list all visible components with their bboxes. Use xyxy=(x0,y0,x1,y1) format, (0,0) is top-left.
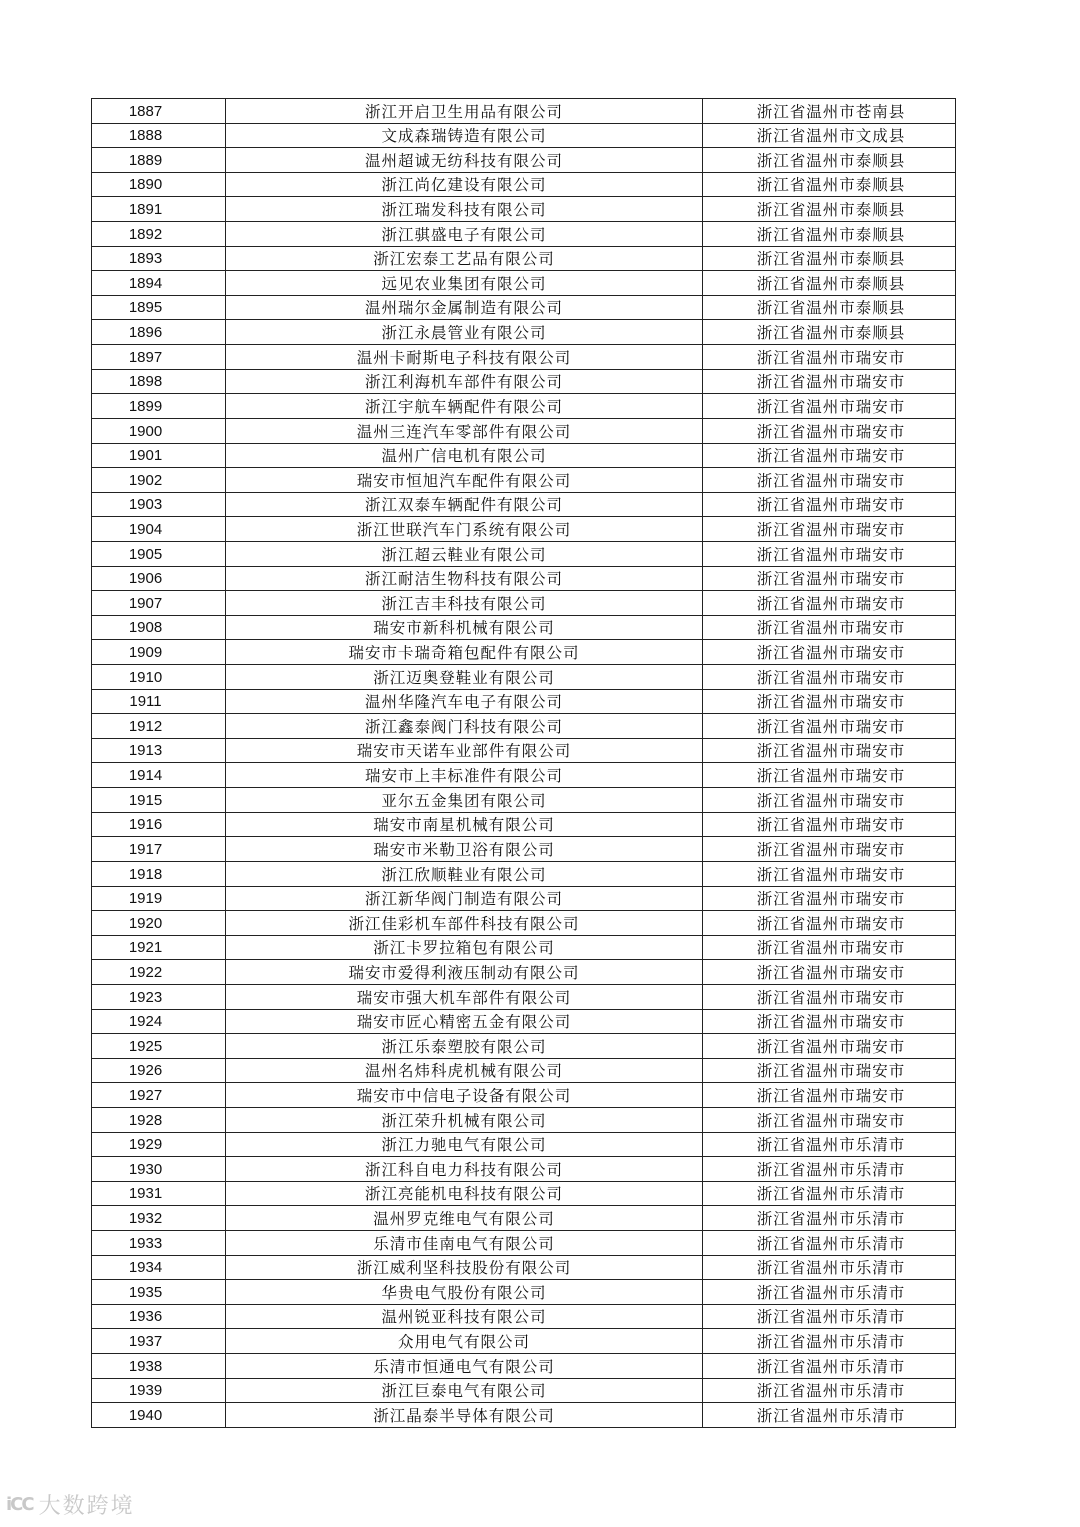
row-number-cell: 1906 xyxy=(92,566,226,591)
location-cell: 浙江省温州市瑞安市 xyxy=(703,738,956,763)
location-cell: 浙江省温州市瑞安市 xyxy=(703,418,956,443)
table-row xyxy=(92,714,956,739)
table-row xyxy=(92,886,956,911)
company-name-cell: 浙江骐盛电子有限公司 xyxy=(226,222,703,247)
table-row xyxy=(92,1378,956,1403)
row-number-cell: 1888 xyxy=(92,123,226,148)
table-row xyxy=(92,1083,956,1108)
row-number-cell: 1916 xyxy=(92,812,226,837)
location-cell: 浙江省温州市瑞安市 xyxy=(703,812,956,837)
table-body xyxy=(92,99,956,1428)
table-row xyxy=(92,935,956,960)
table-row xyxy=(92,492,956,517)
table-row xyxy=(92,1009,956,1034)
table-row xyxy=(92,345,956,370)
company-name-cell: 温州锐亚科技有限公司 xyxy=(226,1304,703,1329)
location-cell: 浙江省温州市泰顺县 xyxy=(703,197,956,222)
row-number-cell: 1891 xyxy=(92,197,226,222)
location-cell: 浙江省温州市瑞安市 xyxy=(703,492,956,517)
company-name-cell: 瑞安市上丰标准件有限公司 xyxy=(226,763,703,788)
row-number-cell: 1930 xyxy=(92,1157,226,1182)
row-number-cell: 1923 xyxy=(92,984,226,1009)
row-number-cell: 1936 xyxy=(92,1304,226,1329)
company-name-cell: 浙江鑫泰阀门科技有限公司 xyxy=(226,714,703,739)
company-name-cell: 瑞安市南星机械有限公司 xyxy=(226,812,703,837)
table-row xyxy=(92,418,956,443)
company-name-cell: 浙江瑞发科技有限公司 xyxy=(226,197,703,222)
location-cell: 浙江省温州市瑞安市 xyxy=(703,861,956,886)
company-name-cell: 浙江晶泰半导体有限公司 xyxy=(226,1403,703,1428)
table-row xyxy=(92,1181,956,1206)
location-cell: 浙江省温州市乐清市 xyxy=(703,1157,956,1182)
location-cell: 浙江省温州市瑞安市 xyxy=(703,1009,956,1034)
row-number-cell: 1914 xyxy=(92,763,226,788)
company-name-cell: 文成森瑞铸造有限公司 xyxy=(226,123,703,148)
location-cell: 浙江省温州市瑞安市 xyxy=(703,640,956,665)
location-cell: 浙江省温州市乐清市 xyxy=(703,1231,956,1256)
table-row xyxy=(92,738,956,763)
location-cell: 浙江省温州市瑞安市 xyxy=(703,1107,956,1132)
row-number-cell: 1921 xyxy=(92,935,226,960)
table-row xyxy=(92,1403,956,1428)
company-name-cell: 浙江尚亿建设有限公司 xyxy=(226,172,703,197)
location-cell: 浙江省温州市乐清市 xyxy=(703,1280,956,1305)
row-number-cell: 1932 xyxy=(92,1206,226,1231)
row-number-cell: 1927 xyxy=(92,1083,226,1108)
company-name-cell: 浙江耐洁生物科技有限公司 xyxy=(226,566,703,591)
table-row xyxy=(92,1058,956,1083)
company-name-cell: 温州罗克维电气有限公司 xyxy=(226,1206,703,1231)
table-row xyxy=(92,615,956,640)
company-name-cell: 温州华隆汽车电子有限公司 xyxy=(226,689,703,714)
location-cell: 浙江省温州市瑞安市 xyxy=(703,689,956,714)
company-name-cell: 远见农业集团有限公司 xyxy=(226,271,703,296)
table-row xyxy=(92,1034,956,1059)
table-row xyxy=(92,271,956,296)
row-number-cell: 1933 xyxy=(92,1231,226,1256)
company-name-cell: 瑞安市匠心精密五金有限公司 xyxy=(226,1009,703,1034)
row-number-cell: 1919 xyxy=(92,886,226,911)
location-cell: 浙江省温州市瑞安市 xyxy=(703,517,956,542)
company-name-cell: 浙江世联汽车门系统有限公司 xyxy=(226,517,703,542)
table-row xyxy=(92,1255,956,1280)
row-number-cell: 1894 xyxy=(92,271,226,296)
row-number-cell: 1889 xyxy=(92,148,226,173)
company-name-cell: 浙江荣升机械有限公司 xyxy=(226,1107,703,1132)
company-name-cell: 浙江利海机车部件有限公司 xyxy=(226,369,703,394)
location-cell: 浙江省温州市泰顺县 xyxy=(703,172,956,197)
location-cell: 浙江省温州市瑞安市 xyxy=(703,665,956,690)
location-cell: 浙江省温州市瑞安市 xyxy=(703,591,956,616)
table-row xyxy=(92,1132,956,1157)
table-row xyxy=(92,1304,956,1329)
company-name-cell: 浙江吉丰科技有限公司 xyxy=(226,591,703,616)
row-number-cell: 1924 xyxy=(92,1009,226,1034)
row-number-cell: 1905 xyxy=(92,541,226,566)
company-name-cell: 瑞安市新科机械有限公司 xyxy=(226,615,703,640)
table-row xyxy=(92,123,956,148)
location-cell: 浙江省温州市瑞安市 xyxy=(703,1083,956,1108)
table-row xyxy=(92,984,956,1009)
location-cell: 浙江省温州市泰顺县 xyxy=(703,271,956,296)
location-cell: 浙江省温州市瑞安市 xyxy=(703,345,956,370)
company-name-cell: 浙江欣顺鞋业有限公司 xyxy=(226,861,703,886)
row-number-cell: 1904 xyxy=(92,517,226,542)
table-row xyxy=(92,861,956,886)
company-name-cell: 浙江双泰车辆配件有限公司 xyxy=(226,492,703,517)
location-cell: 浙江省温州市乐清市 xyxy=(703,1403,956,1428)
company-name-cell: 温州三连汽车零部件有限公司 xyxy=(226,418,703,443)
table-row xyxy=(92,541,956,566)
row-number-cell: 1896 xyxy=(92,320,226,345)
row-number-cell: 1910 xyxy=(92,665,226,690)
company-name-cell: 浙江新华阀门制造有限公司 xyxy=(226,886,703,911)
table-row xyxy=(92,689,956,714)
location-cell: 浙江省温州市瑞安市 xyxy=(703,394,956,419)
table-row xyxy=(92,443,956,468)
location-cell: 浙江省温州市瑞安市 xyxy=(703,837,956,862)
row-number-cell: 1917 xyxy=(92,837,226,862)
table-row xyxy=(92,640,956,665)
row-number-cell: 1931 xyxy=(92,1181,226,1206)
table-row xyxy=(92,566,956,591)
location-cell: 浙江省温州市瑞安市 xyxy=(703,788,956,813)
location-cell: 浙江省温州市泰顺县 xyxy=(703,246,956,271)
table-row xyxy=(92,148,956,173)
company-name-cell: 温州超诚无纺科技有限公司 xyxy=(226,148,703,173)
row-number-cell: 1887 xyxy=(92,99,226,124)
location-cell: 浙江省温州市乐清市 xyxy=(703,1181,956,1206)
table-row xyxy=(92,837,956,862)
company-name-cell: 浙江宇航车辆配件有限公司 xyxy=(226,394,703,419)
table-row xyxy=(92,99,956,124)
row-number-cell: 1890 xyxy=(92,172,226,197)
location-cell: 浙江省温州市瑞安市 xyxy=(703,443,956,468)
table-row xyxy=(92,812,956,837)
location-cell: 浙江省温州市瑞安市 xyxy=(703,935,956,960)
location-cell: 浙江省温州市乐清市 xyxy=(703,1304,956,1329)
table-row xyxy=(92,1206,956,1231)
table-row xyxy=(92,1354,956,1379)
location-cell: 浙江省温州市乐清市 xyxy=(703,1329,956,1354)
location-cell: 浙江省温州市瑞安市 xyxy=(703,541,956,566)
watermark-text: 大数跨境 xyxy=(38,1493,135,1519)
location-cell: 浙江省温州市瑞安市 xyxy=(703,468,956,493)
location-cell: 浙江省温州市瑞安市 xyxy=(703,1034,956,1059)
company-name-cell: 浙江力驰电气有限公司 xyxy=(226,1132,703,1157)
row-number-cell: 1895 xyxy=(92,295,226,320)
company-name-cell: 浙江威利坚科技股份有限公司 xyxy=(226,1255,703,1280)
row-number-cell: 1909 xyxy=(92,640,226,665)
table-row xyxy=(92,468,956,493)
company-name-cell: 浙江永晨管业有限公司 xyxy=(226,320,703,345)
table-row xyxy=(92,960,956,985)
company-name-cell: 瑞安市强大机车部件有限公司 xyxy=(226,984,703,1009)
company-name-cell: 温州广信电机有限公司 xyxy=(226,443,703,468)
company-name-cell: 浙江巨泰电气有限公司 xyxy=(226,1378,703,1403)
row-number-cell: 1937 xyxy=(92,1329,226,1354)
company-name-cell: 瑞安市中信电子设备有限公司 xyxy=(226,1083,703,1108)
location-cell: 浙江省温州市瑞安市 xyxy=(703,960,956,985)
location-cell: 浙江省温州市瑞安市 xyxy=(703,566,956,591)
company-name-cell: 浙江乐泰塑胶有限公司 xyxy=(226,1034,703,1059)
company-name-cell: 瑞安市恒旭汽车配件有限公司 xyxy=(226,468,703,493)
table-row xyxy=(92,320,956,345)
row-number-cell: 1900 xyxy=(92,418,226,443)
table-row xyxy=(92,369,956,394)
table-row xyxy=(92,591,956,616)
location-cell: 浙江省温州市乐清市 xyxy=(703,1132,956,1157)
row-number-cell: 1907 xyxy=(92,591,226,616)
location-cell: 浙江省温州市瑞安市 xyxy=(703,984,956,1009)
row-number-cell: 1929 xyxy=(92,1132,226,1157)
row-number-cell: 1938 xyxy=(92,1354,226,1379)
table-row xyxy=(92,172,956,197)
location-cell: 浙江省温州市瑞安市 xyxy=(703,886,956,911)
row-number-cell: 1912 xyxy=(92,714,226,739)
row-number-cell: 1901 xyxy=(92,443,226,468)
table-row xyxy=(92,1157,956,1182)
row-number-cell: 1935 xyxy=(92,1280,226,1305)
table-row xyxy=(92,295,956,320)
watermark-logo: iCC xyxy=(6,1493,33,1515)
row-number-cell: 1913 xyxy=(92,738,226,763)
company-name-cell: 浙江亮能机电科技有限公司 xyxy=(226,1181,703,1206)
company-name-cell: 浙江科自电力科技有限公司 xyxy=(226,1157,703,1182)
row-number-cell: 1920 xyxy=(92,911,226,936)
location-cell: 浙江省温州市泰顺县 xyxy=(703,320,956,345)
company-name-cell: 浙江卡罗拉箱包有限公司 xyxy=(226,935,703,960)
location-cell: 浙江省温州市乐清市 xyxy=(703,1378,956,1403)
location-cell: 浙江省温州市文成县 xyxy=(703,123,956,148)
row-number-cell: 1922 xyxy=(92,960,226,985)
table-row xyxy=(92,517,956,542)
company-name-cell: 温州瑞尔金属制造有限公司 xyxy=(226,295,703,320)
location-cell: 浙江省温州市瑞安市 xyxy=(703,714,956,739)
row-number-cell: 1915 xyxy=(92,788,226,813)
row-number-cell: 1898 xyxy=(92,369,226,394)
company-name-cell: 亚尔五金集团有限公司 xyxy=(226,788,703,813)
location-cell: 浙江省温州市苍南县 xyxy=(703,99,956,124)
location-cell: 浙江省温州市乐清市 xyxy=(703,1354,956,1379)
row-number-cell: 1897 xyxy=(92,345,226,370)
location-cell: 浙江省温州市乐清市 xyxy=(703,1206,956,1231)
table-row xyxy=(92,246,956,271)
company-name-cell: 浙江佳彩机车部件科技有限公司 xyxy=(226,911,703,936)
row-number-cell: 1903 xyxy=(92,492,226,517)
company-list-table xyxy=(91,98,956,1428)
company-name-cell: 浙江迈奥登鞋业有限公司 xyxy=(226,665,703,690)
company-name-cell: 温州卡耐斯电子科技有限公司 xyxy=(226,345,703,370)
location-cell: 浙江省温州市瑞安市 xyxy=(703,911,956,936)
table-row xyxy=(92,788,956,813)
location-cell: 浙江省温州市瑞安市 xyxy=(703,369,956,394)
row-number-cell: 1918 xyxy=(92,861,226,886)
location-cell: 浙江省温州市泰顺县 xyxy=(703,222,956,247)
company-name-cell: 浙江宏泰工艺品有限公司 xyxy=(226,246,703,271)
location-cell: 浙江省温州市瑞安市 xyxy=(703,1058,956,1083)
table-row xyxy=(92,911,956,936)
company-name-cell: 浙江超云鞋业有限公司 xyxy=(226,541,703,566)
company-name-cell: 华贵电气股份有限公司 xyxy=(226,1280,703,1305)
row-number-cell: 1908 xyxy=(92,615,226,640)
table-row xyxy=(92,1329,956,1354)
table-row xyxy=(92,1107,956,1132)
location-cell: 浙江省温州市瑞安市 xyxy=(703,763,956,788)
row-number-cell: 1892 xyxy=(92,222,226,247)
company-name-cell: 瑞安市米勒卫浴有限公司 xyxy=(226,837,703,862)
watermark xyxy=(6,1489,135,1519)
row-number-cell: 1926 xyxy=(92,1058,226,1083)
row-number-cell: 1939 xyxy=(92,1378,226,1403)
row-number-cell: 1911 xyxy=(92,689,226,714)
table-row xyxy=(92,394,956,419)
company-name-cell: 温州名炜科虎机械有限公司 xyxy=(226,1058,703,1083)
company-name-cell: 浙江开启卫生用品有限公司 xyxy=(226,99,703,124)
row-number-cell: 1902 xyxy=(92,468,226,493)
company-name-cell: 乐清市佳南电气有限公司 xyxy=(226,1231,703,1256)
table-row xyxy=(92,763,956,788)
location-cell: 浙江省温州市瑞安市 xyxy=(703,615,956,640)
row-number-cell: 1934 xyxy=(92,1255,226,1280)
row-number-cell: 1928 xyxy=(92,1107,226,1132)
location-cell: 浙江省温州市乐清市 xyxy=(703,1255,956,1280)
row-number-cell: 1899 xyxy=(92,394,226,419)
row-number-cell: 1893 xyxy=(92,246,226,271)
row-number-cell: 1940 xyxy=(92,1403,226,1428)
table-row xyxy=(92,1280,956,1305)
table-row xyxy=(92,665,956,690)
company-name-cell: 瑞安市卡瑞奇箱包配件有限公司 xyxy=(226,640,703,665)
table-row xyxy=(92,197,956,222)
company-name-cell: 瑞安市天诺车业部件有限公司 xyxy=(226,738,703,763)
company-name-cell: 瑞安市爱得利液压制动有限公司 xyxy=(226,960,703,985)
company-name-cell: 乐清市恒通电气有限公司 xyxy=(226,1354,703,1379)
location-cell: 浙江省温州市泰顺县 xyxy=(703,295,956,320)
table-row xyxy=(92,1231,956,1256)
location-cell: 浙江省温州市泰顺县 xyxy=(703,148,956,173)
row-number-cell: 1925 xyxy=(92,1034,226,1059)
company-name-cell: 众用电气有限公司 xyxy=(226,1329,703,1354)
table-row xyxy=(92,222,956,247)
